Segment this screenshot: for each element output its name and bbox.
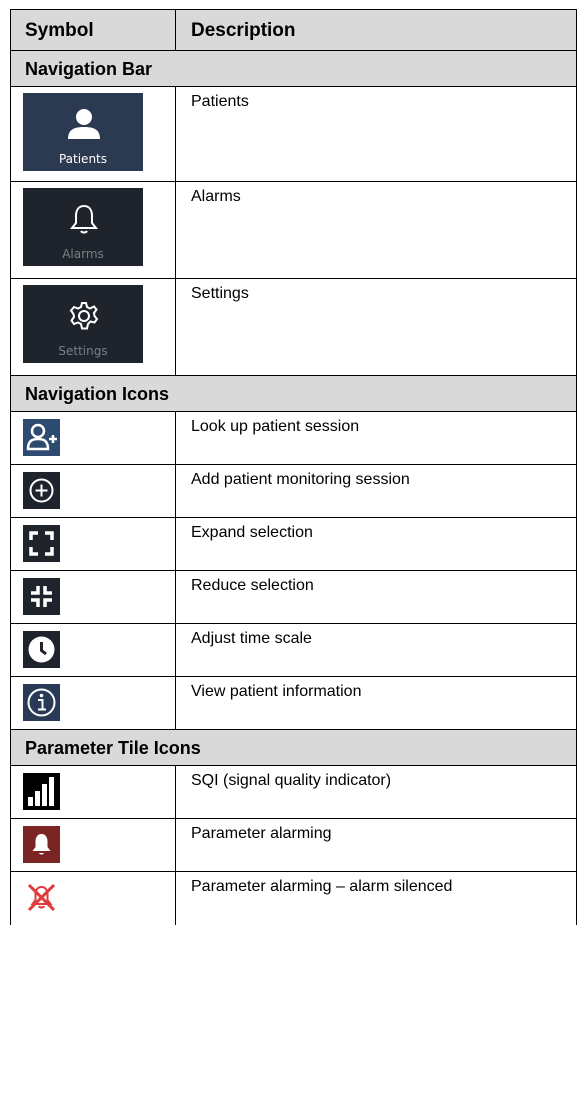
symbol-cell (11, 677, 176, 729)
symbol-cell (11, 571, 176, 623)
symbol-cell (11, 465, 176, 517)
description-cell: Parameter alarming – alarm silenced (191, 878, 453, 895)
table-row (10, 766, 577, 819)
symbol-cell (11, 518, 176, 570)
symbol-cell (11, 87, 176, 181)
table-row (10, 182, 577, 279)
table-row (10, 677, 577, 730)
table-row (10, 819, 577, 872)
table-row (10, 465, 577, 518)
table-row (10, 518, 577, 571)
table-row (10, 624, 577, 677)
add-person-icon (23, 419, 60, 456)
table-row (10, 412, 577, 465)
symbol-cell (11, 766, 176, 818)
expand-icon (23, 525, 60, 562)
symbol-table (10, 9, 577, 925)
clock-icon (23, 631, 60, 668)
alarms-bell-icon (67, 202, 101, 236)
tile-label: Patients (58, 152, 108, 166)
description-cell: Look up patient session (191, 418, 360, 435)
patients-icon (67, 107, 101, 141)
tile-label: Settings (58, 344, 108, 358)
settings-tile (23, 285, 143, 363)
description-column-header: Description (191, 20, 296, 41)
description-cell: Reduce selection (191, 577, 314, 594)
settings-gear-icon (67, 299, 101, 333)
section-heading: Navigation Icons (10, 376, 577, 412)
table-row (10, 571, 577, 624)
signal-bars-icon (23, 773, 60, 810)
section-heading: Parameter Tile Icons (10, 730, 577, 766)
info-icon (23, 684, 60, 721)
symbol-column-header: Symbol (11, 10, 176, 50)
symbol-cell (11, 819, 176, 871)
description-cell: Patients (191, 93, 249, 110)
symbol-cell (11, 872, 176, 925)
table-row (10, 87, 577, 182)
description-cell: Alarms (191, 188, 241, 205)
section-heading: Navigation Bar (10, 51, 577, 87)
symbol-cell (11, 412, 176, 464)
alarm-bell-icon (23, 826, 60, 863)
alarm-silenced-icon (23, 879, 60, 916)
alarms-tile (23, 188, 143, 266)
patients-tile (23, 93, 143, 171)
description-cell: Adjust time scale (191, 630, 312, 647)
symbol-cell (11, 182, 176, 278)
table-header (10, 9, 577, 51)
add-circle-icon (23, 472, 60, 509)
reduce-icon (23, 578, 60, 615)
symbol-cell (11, 279, 176, 375)
tile-label: Alarms (62, 247, 104, 261)
table-row (10, 872, 577, 925)
description-cell: Settings (191, 285, 249, 302)
description-cell: Add patient monitoring session (191, 471, 410, 488)
table-row (10, 279, 577, 376)
description-cell: Expand selection (191, 524, 313, 541)
description-cell: View patient information (191, 683, 362, 700)
symbol-cell (11, 624, 176, 676)
description-cell: Parameter alarming (191, 825, 332, 842)
description-cell: SQI (signal quality indicator) (191, 772, 392, 789)
